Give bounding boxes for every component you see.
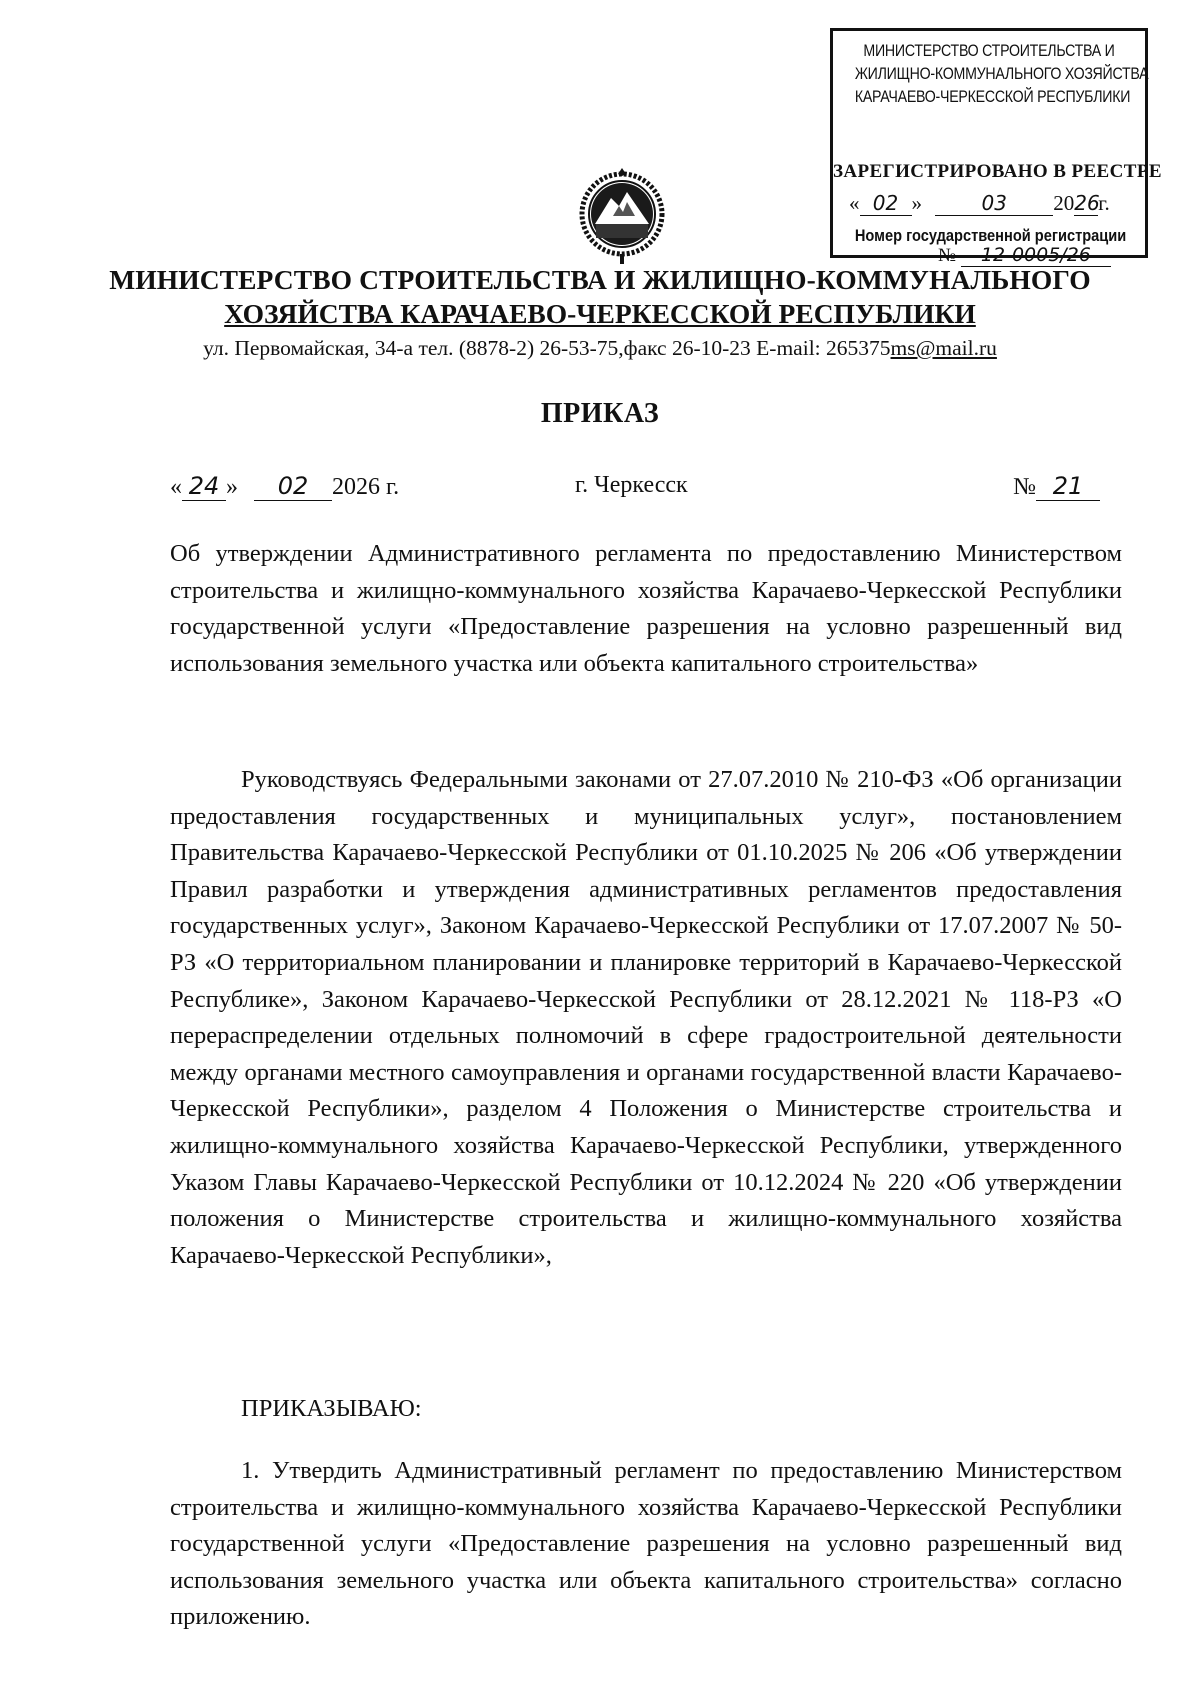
stamp-date: « 02 » 03 2026г.	[849, 191, 1110, 215]
document-title: ПРИКАЗ	[540, 398, 660, 429]
stamp-org-line-3: КАРАЧАЕВО-ЧЕРКЕССКОЙ РЕСПУБЛИКИ	[854, 88, 1131, 106]
stamp-registered-label: ЗАРЕГИСТРИРОВАНО В РЕЕСТРЕ	[833, 161, 1162, 182]
order-date-month: 02	[254, 472, 332, 501]
stamp-number-sign: №	[938, 245, 957, 266]
stamp-year-prefix: 20	[1053, 191, 1075, 215]
stamp-year-unit: г.	[1098, 191, 1110, 215]
stamp-org-line-1: МИНИСТЕРСТВО СТРОИТЕЛЬСТВА И	[863, 42, 1115, 60]
contacts-email-link[interactable]: ms@mail.ru	[890, 336, 997, 360]
stamp-date-month: 03	[935, 191, 1053, 216]
order-number-value: 21	[1036, 472, 1100, 501]
stamp-number-value: 12-0005/26	[961, 244, 1111, 267]
coat-of-arms-icon	[579, 162, 665, 266]
order-date: « 24 » 02 2026 г.	[170, 472, 400, 500]
stamp-year-suffix: 26	[1074, 191, 1100, 215]
stamp-org-line-2: ЖИЛИЩНО-КОММУНАЛЬНОГО ХОЗЯЙСТВА	[854, 65, 1149, 83]
order-subject: Об утверждении Административного регламента по предоставлению Министерством строительства и жилищно-коммунального хозяйства Карачаево-Черкесской Республики государственной услуги «Предоставление разрешения на условно разрешенный вид использования земельного участка или объекта капитального строительства»	[170, 540, 1122, 677]
order-item-1: 1. Утвердить Административный регламент по предоставлению Министерством строительства и жилищно-коммунального хозяйства Карачаево-Черкесской Республики государственной услуги «Предоставление разрешения на условно разрешенный вид использования земельного участка или объекта капитального строительства» согласно приложению.	[170, 1457, 1122, 1631]
date-line	[170, 472, 1120, 508]
ministry-name-line-2: ХОЗЯЙСТВА КАРАЧАЕВО-ЧЕРКЕССКОЙ РЕСПУБЛИКИ	[224, 298, 976, 329]
order-basis: Руководствуясь Федеральными законами от 27.07.2010 № 210-ФЗ «Об организации предоставления государственных и муниципальных услуг», постановлением Правительства Карачаево-Черкесской Республики от 01.10.2025 № 206 «Об утверждении Правил разработки и утверждения административных регламентов предоставления государственных услуг», Законом Карачаево-Черкесской Республики от 17.07.2007 № 50-РЗ «О территориальном планировании и планировке территорий в Карачаево-Черкесской Республике», Законом Карачаево-Черкесской Республики от 28.12.2021 № 118-РЗ «О перераспределении отдельных полномочий в сфере градостроительной деятельности между органами местного самоуправления и органами государственной власти Карачаево-Черкесской Республики», разделом 4 Положения о Министерстве строительства и жилищно-коммунального хозяйства Карачаево-Черкесской Республики, утвержденного Указом Главы Карачаево-Черкесской Республики от 10.12.2024 № 220 «Об утверждении положения о Министерстве строительства и жилищно-коммунального хозяйства Карачаево-Черкесской Республики»,	[170, 766, 1122, 1269]
letterhead	[0, 263, 1200, 363]
order-number: № 21	[1013, 472, 1100, 501]
order-date-year: 2026 г.	[332, 474, 400, 500]
stamp-date-day: 02	[860, 191, 912, 216]
ministry-name-line-1: МИНИСТЕРСТВО СТРОИТЕЛЬСТВА И ЖИЛИЩНО-КОММУНАЛЬНОГО	[109, 264, 1091, 295]
contacts-line	[0, 333, 1200, 363]
contacts-address: ул. Первомайская, 34-а тел. (8878-2) 26-53-75,факс 26-10-23 E-mail: 265375	[203, 336, 891, 360]
registration-stamp	[830, 28, 1162, 266]
order-city: г. Черкесск	[575, 472, 688, 498]
stamp-number-label: Номер государственной регистрации	[854, 226, 1127, 245]
order-date-day: 24	[182, 472, 226, 501]
order-directive: ПРИКАЗЫВАЮ:	[241, 1395, 422, 1422]
